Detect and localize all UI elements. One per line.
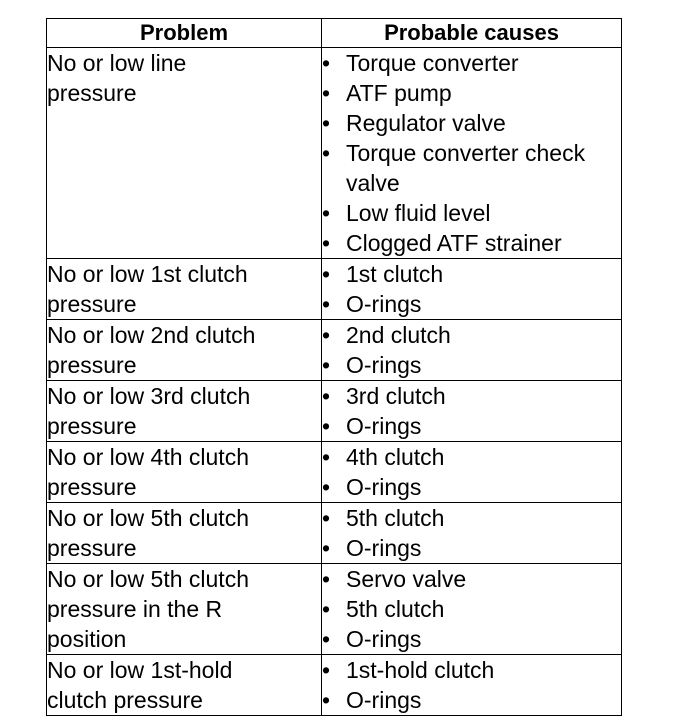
cause-text: 5th clutch — [346, 505, 445, 531]
causes-list — [322, 259, 621, 319]
cause-text: O-rings — [346, 687, 422, 713]
causes-list — [322, 503, 621, 563]
bullet-icon: • — [322, 596, 331, 622]
bullet-icon: • — [322, 383, 331, 409]
header-probable-causes: Probable causes — [322, 19, 622, 48]
bullet-icon: • — [322, 687, 331, 713]
cause-text: 1st-hold clutch — [346, 657, 495, 683]
problem-line: pressure — [47, 535, 137, 561]
bullet-icon: • — [322, 505, 331, 531]
cause-item — [322, 503, 621, 533]
cause-item — [322, 472, 621, 502]
table-row — [47, 320, 622, 381]
cause-item — [322, 594, 621, 624]
cause-item — [322, 320, 621, 350]
causes-cell — [322, 381, 622, 442]
table-row — [47, 442, 622, 503]
header-problem: Problem — [47, 19, 322, 48]
bullet-icon: • — [322, 291, 331, 317]
cause-text: Clogged ATF strainer — [346, 230, 562, 256]
table-row — [47, 259, 622, 320]
problem-line: No or low 1st-hold — [47, 657, 233, 683]
cause-text: 4th clutch — [346, 444, 445, 470]
bullet-icon: • — [322, 110, 331, 136]
cause-text: Torque converter check valve — [346, 140, 586, 196]
cause-item — [322, 48, 621, 78]
causes-cell — [322, 564, 622, 655]
problem-line: No or low 5th clutch — [47, 566, 249, 592]
bullet-icon: • — [322, 200, 331, 226]
cause-item — [322, 138, 621, 198]
cause-item — [322, 655, 621, 685]
cause-text: O-rings — [346, 535, 422, 561]
cause-item — [322, 411, 621, 441]
cause-text: O-rings — [346, 352, 422, 378]
causes-cell — [322, 259, 622, 320]
problem-line: No or low 1st clutch — [47, 261, 248, 287]
causes-list — [322, 564, 621, 654]
problem-line: pressure — [47, 80, 137, 106]
problem-cell — [47, 381, 322, 442]
bullet-icon: • — [322, 230, 331, 256]
bullet-icon: • — [322, 261, 331, 287]
cause-item — [322, 533, 621, 563]
cause-item — [322, 108, 621, 138]
diagnosis-table — [46, 18, 622, 716]
bullet-icon: • — [322, 626, 331, 652]
problem-cell — [47, 655, 322, 716]
table-row — [47, 381, 622, 442]
causes-cell — [322, 655, 622, 716]
problem-line: pressure — [47, 474, 137, 500]
cause-text: O-rings — [346, 626, 422, 652]
cause-text: O-rings — [346, 413, 422, 439]
bullet-icon: • — [322, 80, 331, 106]
table-row — [47, 48, 622, 259]
bullet-icon: • — [322, 352, 331, 378]
cause-item — [322, 685, 621, 715]
problem-line: pressure in the R — [47, 596, 223, 622]
cause-text: ATF pump — [346, 80, 452, 106]
problem-line: No or low 5th clutch — [47, 505, 249, 531]
table-row — [47, 503, 622, 564]
causes-list — [322, 320, 621, 380]
problem-cell — [47, 503, 322, 564]
problem-line: position — [47, 626, 127, 652]
cause-text: O-rings — [346, 474, 422, 500]
cause-item — [322, 442, 621, 472]
cause-item — [322, 381, 621, 411]
cause-text: 1st clutch — [346, 261, 444, 287]
cause-item — [322, 78, 621, 108]
cause-text: Servo valve — [346, 566, 467, 592]
problem-line: pressure — [47, 352, 137, 378]
problem-cell — [47, 442, 322, 503]
cause-text: O-rings — [346, 291, 422, 317]
problem-line: pressure — [47, 413, 137, 439]
cause-item — [322, 228, 621, 258]
cause-text: 2nd clutch — [346, 322, 451, 348]
problem-line: No or low line — [47, 50, 187, 76]
causes-list — [322, 381, 621, 441]
causes-list — [322, 48, 621, 258]
causes-cell — [322, 442, 622, 503]
bullet-icon: • — [322, 657, 331, 683]
causes-list — [322, 442, 621, 502]
bullet-icon: • — [322, 413, 331, 439]
table-header-row — [47, 19, 622, 48]
bullet-icon: • — [322, 322, 331, 348]
bullet-icon: • — [322, 50, 331, 76]
bullet-icon: • — [322, 535, 331, 561]
problem-line: clutch pressure — [47, 687, 203, 713]
causes-cell — [322, 320, 622, 381]
causes-cell — [322, 48, 622, 259]
cause-text: Torque converter — [346, 50, 519, 76]
cause-item — [322, 350, 621, 380]
problem-line: pressure — [47, 291, 137, 317]
cause-text: 5th clutch — [346, 596, 445, 622]
table-row — [47, 655, 622, 716]
bullet-icon: • — [322, 566, 331, 592]
problem-line: No or low 4th clutch — [47, 444, 249, 470]
bullet-icon: • — [322, 474, 331, 500]
problem-cell — [47, 564, 322, 655]
bullet-icon: • — [322, 140, 331, 166]
causes-list — [322, 655, 621, 715]
table-body — [47, 48, 622, 716]
problem-line: No or low 3rd clutch — [47, 383, 251, 409]
cause-text: Regulator valve — [346, 110, 506, 136]
bullet-icon: • — [322, 444, 331, 470]
problem-cell — [47, 48, 322, 259]
problem-line: No or low 2nd clutch — [47, 322, 256, 348]
problem-cell — [47, 259, 322, 320]
cause-item — [322, 198, 621, 228]
causes-cell — [322, 503, 622, 564]
cause-item — [322, 259, 621, 289]
cause-text: 3rd clutch — [346, 383, 446, 409]
cause-text: Low fluid level — [346, 200, 491, 226]
table-row — [47, 564, 622, 655]
problem-cell — [47, 320, 322, 381]
cause-item — [322, 289, 621, 319]
cause-item — [322, 624, 621, 654]
cause-item — [322, 564, 621, 594]
